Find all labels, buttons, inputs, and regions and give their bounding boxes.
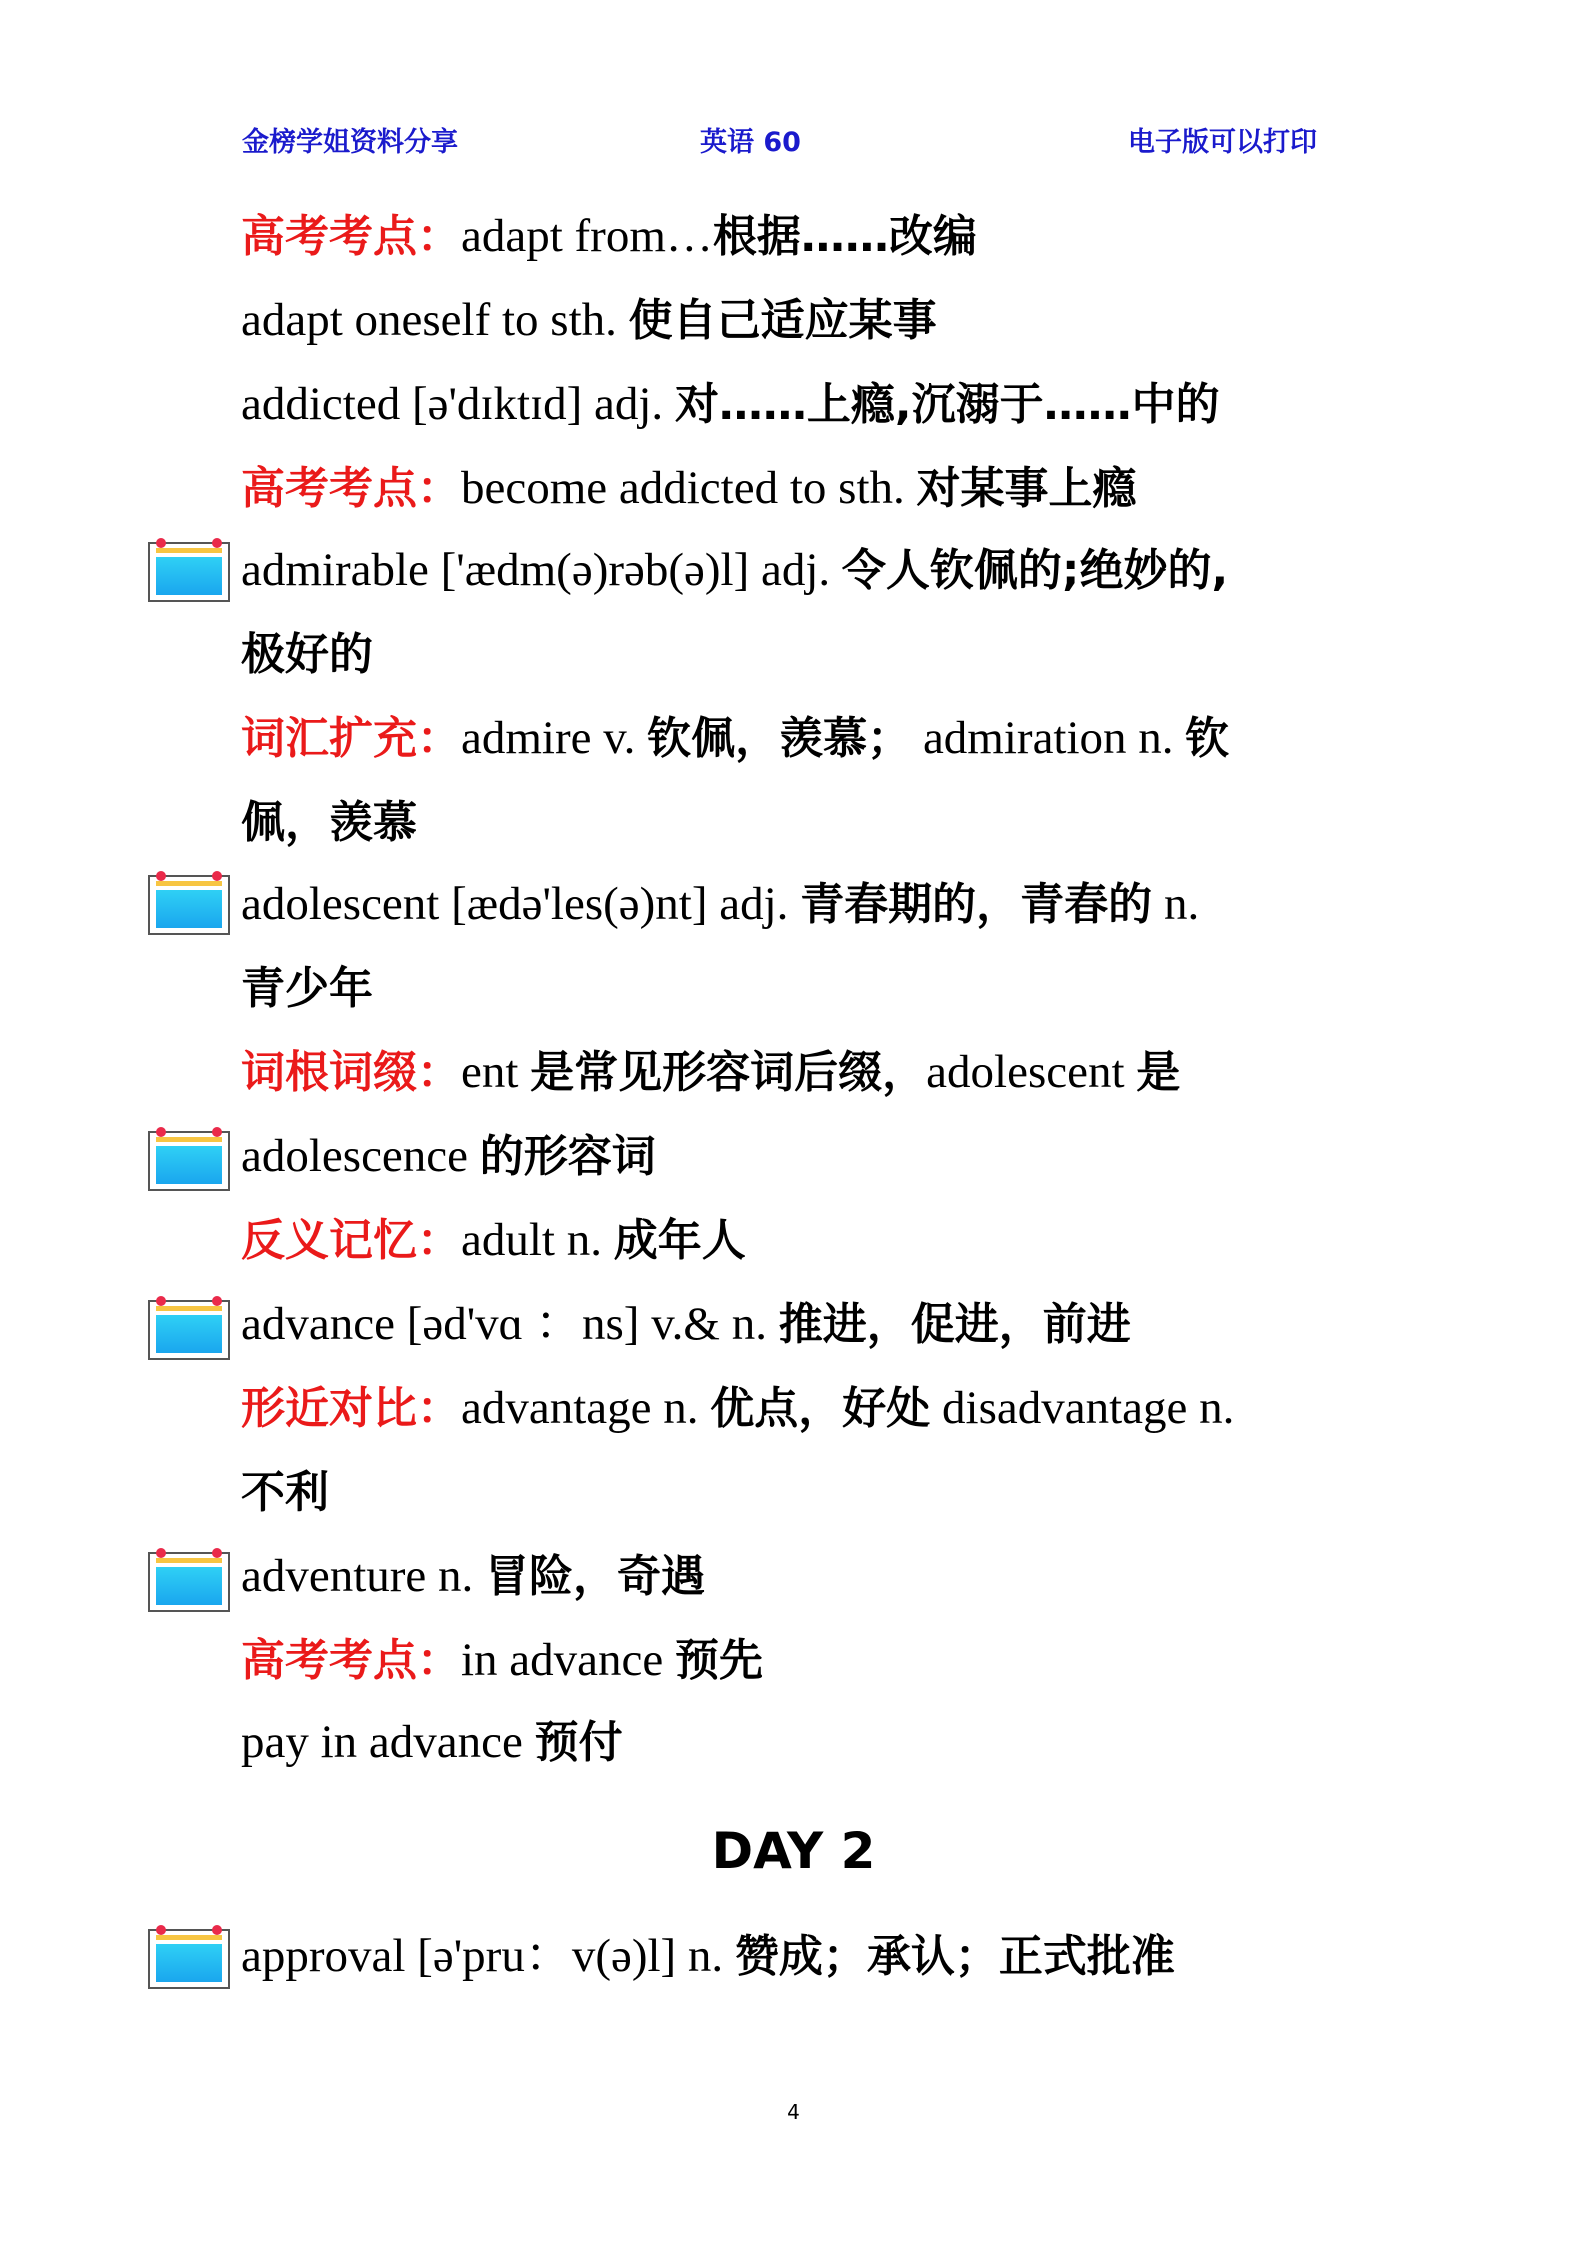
entry-line <box>241 1212 746 1269</box>
entry-line <box>241 1128 656 1185</box>
calendar-icon <box>147 1126 231 1192</box>
calendar-icon <box>147 1924 231 1990</box>
header-left: 金榜学姐资料分享 <box>242 127 458 158</box>
entry-line <box>241 292 937 349</box>
entry-chinese: 是 <box>1136 1047 1181 1098</box>
entry-english: adolescent [ædə'les(ə)nt] adj. <box>241 878 789 930</box>
entry-english: admiration n. <box>922 712 1174 764</box>
entry-english: admire v. <box>461 712 636 764</box>
entry-chinese: 令人钦佩的;绝妙的, <box>841 545 1229 596</box>
entry-english: pay in advance <box>241 1716 523 1768</box>
header-center: 英语 60 <box>700 127 801 158</box>
entry-english: adult n. <box>461 1214 602 1266</box>
entry-chinese: 优点，好处 <box>710 1383 931 1434</box>
entry-chinese: 对某事上瘾 <box>916 463 1137 514</box>
entry-english: advance [əd'vɑ ：ns] v.& n. <box>241 1298 767 1350</box>
day-heading: DAY 2 <box>711 1822 876 1880</box>
entry-english: adapt from… <box>461 210 713 262</box>
calendar-icon <box>147 537 231 603</box>
entry-line <box>241 710 1229 767</box>
entry-english: adolescent <box>926 1046 1125 1098</box>
entry-chinese: 钦佩，羡慕； <box>647 713 912 764</box>
entry-line <box>241 876 1199 933</box>
entry-line <box>241 376 1220 433</box>
entry-line <box>241 960 373 1017</box>
entry-english: adapt oneself to sth. <box>241 294 617 346</box>
entry-chinese: 是常见形容词后缀， <box>530 1047 927 1098</box>
entry-tag: 形近对比： <box>241 1383 461 1434</box>
entry-chinese: 的形容词 <box>479 1131 656 1182</box>
entry-line <box>241 1044 1180 1101</box>
entry-line <box>241 1714 623 1771</box>
entry-chinese: 成年人 <box>613 1215 746 1266</box>
entry-chinese: 预付 <box>534 1717 623 1768</box>
entry-chinese: 推进，促进，前进 <box>778 1299 1131 1350</box>
calendar-icon <box>147 1547 231 1613</box>
entry-line <box>241 1380 1234 1437</box>
page-number: 4 <box>787 2100 800 2124</box>
entry-english: adventure n. <box>241 1550 474 1602</box>
entry-line <box>241 1632 763 1689</box>
entry-english: ent <box>461 1046 519 1098</box>
entry-line <box>241 1464 329 1521</box>
entry-english: adolescence <box>241 1130 469 1182</box>
entry-tag: 词根词缀： <box>241 1047 461 1098</box>
entry-line <box>241 1928 1175 1985</box>
entry-english: become addicted to sth. <box>461 462 905 514</box>
entry-tag: 词汇扩充： <box>241 713 461 764</box>
entry-line <box>241 794 417 851</box>
entry-line <box>241 208 977 265</box>
entry-english: n. <box>1163 878 1200 930</box>
entry-chinese: 钦 <box>1185 713 1230 764</box>
entry-chinese: 青春期的，青春的 <box>800 879 1153 930</box>
entry-chinese: 根据……改编 <box>712 211 977 262</box>
entry-tag: 高考考点： <box>241 1635 461 1686</box>
entry-chinese: 对……上瘾,沉溺于……中的 <box>674 379 1220 430</box>
entry-english: admirable ['ædm(ə)rəb(ə)l] adj. <box>241 544 831 596</box>
entry-english: disadvantage n. <box>942 1382 1235 1434</box>
entry-tag: 高考考点： <box>241 211 461 262</box>
entry-english: in advance <box>461 1634 664 1686</box>
entry-english: addicted [ə'dɪktɪd] adj. <box>241 378 664 430</box>
entry-chinese: 佩，羡慕 <box>241 797 417 848</box>
entry-line <box>241 542 1228 599</box>
entry-chinese: 极好的 <box>241 629 373 680</box>
entry-chinese: 不利 <box>241 1467 329 1518</box>
entry-tag: 反义记忆： <box>241 1215 461 1266</box>
entry-english: approval [ə'pru：v(ə)l] n. <box>241 1930 724 1982</box>
entry-english: advantage n. <box>461 1382 699 1434</box>
entry-chinese: 青少年 <box>241 963 373 1014</box>
entry-line <box>241 626 373 683</box>
entry-line <box>241 460 1137 517</box>
entry-chinese: 冒险，奇遇 <box>485 1551 706 1602</box>
calendar-icon <box>147 1295 231 1361</box>
entry-line <box>241 1548 705 1605</box>
entry-line <box>241 1296 1131 1353</box>
entry-tag: 高考考点： <box>241 463 461 514</box>
header-right: 电子版可以打印 <box>1128 127 1317 158</box>
entry-chinese: 预先 <box>675 1635 764 1686</box>
entry-chinese: 赞成；承认；正式批准 <box>734 1931 1175 1982</box>
calendar-icon <box>147 870 231 936</box>
entry-chinese: 使自己适应某事 <box>628 295 937 346</box>
